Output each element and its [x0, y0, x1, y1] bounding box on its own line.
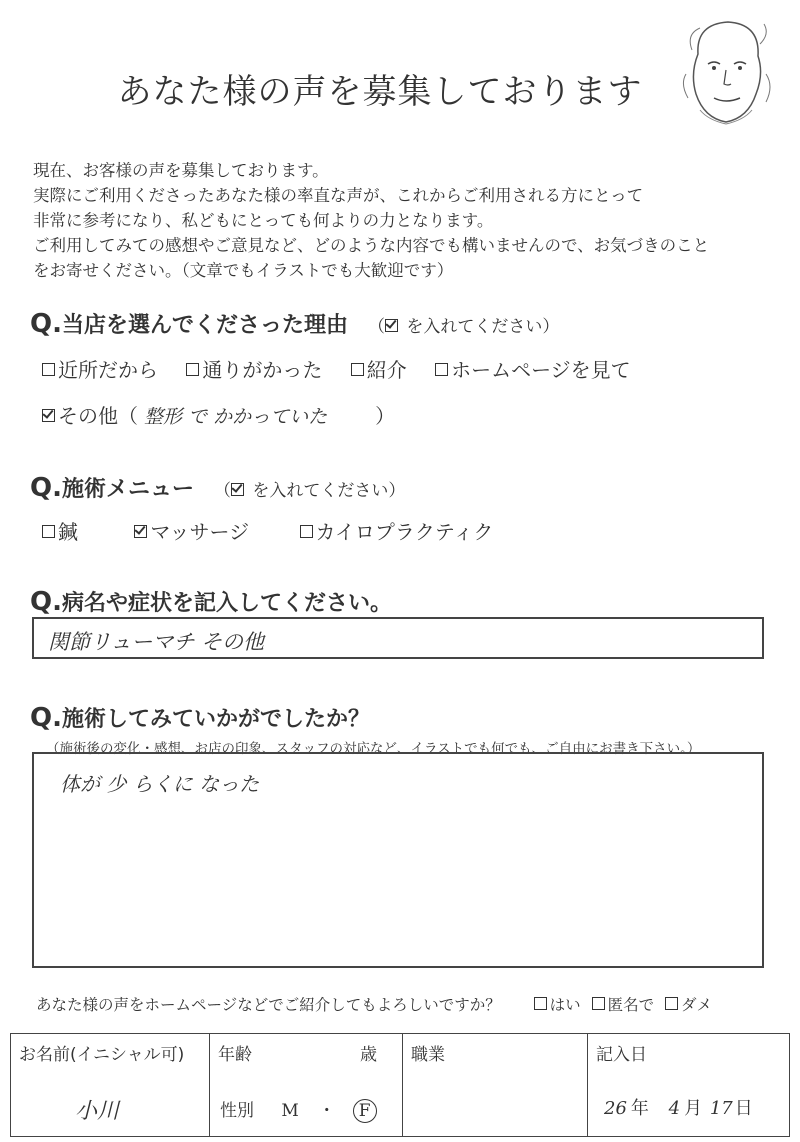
- intro-line: 実際にご利用くださったあなた様の率直な声が、これからご利用される方にとって: [33, 186, 644, 205]
- checkbox-checked-icon: [385, 319, 398, 332]
- option-label: 通りがかった: [202, 358, 323, 382]
- hint-paren: （: [214, 481, 231, 501]
- page-title: あなた様の声を募集しております: [117, 72, 643, 112]
- option-label: はい: [549, 996, 581, 1014]
- date-month: 4: [668, 1098, 681, 1119]
- option-label: マッサージ: [150, 520, 250, 544]
- gender-label: 性別: [220, 1101, 254, 1121]
- impression-instructions: （施術後の変化・感想、お店の印象、スタッフの対応など、イラストでも何でも、ご自由にお書き下さい。）: [46, 741, 701, 757]
- date-year: 26: [604, 1098, 627, 1119]
- checkbox-checked-icon[interactable]: [42, 409, 55, 422]
- date-label: 記入日: [596, 1045, 647, 1065]
- hint-text: を入れてください）: [401, 317, 560, 337]
- intro-line: 非常に参考になり、私どもにとっても何よりの力となります。: [33, 211, 494, 230]
- menu-options: [42, 516, 493, 545]
- question-label: 当店を選んでくださった理由: [61, 313, 348, 338]
- respondent-info-table: [10, 1033, 790, 1137]
- question-symptoms: [30, 586, 392, 617]
- date-month-unit: 月: [684, 1098, 703, 1119]
- intro-line: をお寄せください。（文章でもイラストでも大歓迎です）: [33, 261, 454, 280]
- age-label: 年齢: [218, 1045, 252, 1065]
- checkbox-icon[interactable]: [42, 525, 55, 538]
- reason-options: [42, 354, 631, 383]
- checkbox-icon[interactable]: [592, 997, 605, 1010]
- date-value: [604, 1094, 753, 1120]
- impression-handwritten-answer: 体が 少 らくに なった: [60, 772, 260, 796]
- date-day-unit: 日: [734, 1098, 753, 1119]
- question-label: 施術メニュー: [61, 477, 194, 502]
- option-passing-by[interactable]: [186, 358, 322, 382]
- checkbox-icon[interactable]: [42, 363, 55, 376]
- job-cell[interactable]: [403, 1034, 588, 1137]
- checkbox-checked-icon: [231, 483, 244, 496]
- portrait-sketch-illustration: [678, 14, 774, 126]
- consent-question: あなた様の声をホームページなどでご紹介してもよろしいですか？: [36, 996, 501, 1014]
- checkbox-icon[interactable]: [186, 363, 199, 376]
- checkbox-icon[interactable]: [435, 363, 448, 376]
- option-label: 近所だから: [58, 358, 158, 382]
- other-handwritten-answer: 整形 で かかっていた: [144, 406, 328, 428]
- date-year-unit: 年: [630, 1098, 649, 1119]
- job-label: 職業: [411, 1045, 445, 1065]
- option-other[interactable]: [42, 400, 395, 429]
- question-mark: Q.: [30, 309, 62, 339]
- age-unit: 歳: [360, 1045, 377, 1065]
- question-hint: [214, 481, 405, 501]
- option-chiropractic[interactable]: [300, 520, 494, 544]
- impression-answer-box[interactable]: [32, 752, 764, 968]
- name-handwritten-value: 小川: [75, 1099, 120, 1124]
- other-paren-close: ）: [375, 404, 396, 428]
- checkbox-icon[interactable]: [534, 997, 547, 1010]
- option-label: ダメ: [681, 996, 713, 1014]
- option-label: その他（: [58, 404, 138, 428]
- symptoms-handwritten-answer: 関節リューマチ その他: [48, 630, 265, 654]
- gender-option-f-circled[interactable]: F: [353, 1099, 377, 1123]
- question-reason: [30, 308, 559, 339]
- consent-option-no[interactable]: [665, 996, 712, 1014]
- gender-separator: ・: [318, 1101, 336, 1121]
- gender-row: [220, 1096, 377, 1123]
- date-day: 17: [709, 1098, 733, 1119]
- question-mark: Q.: [30, 473, 62, 503]
- option-referral[interactable]: [351, 358, 407, 382]
- intro-line: ご利用してみての感想やご意見など、どのような内容でも構いませんので、お気づきのこと: [33, 236, 710, 255]
- checkbox-icon[interactable]: [665, 997, 678, 1010]
- option-homepage[interactable]: [435, 358, 631, 382]
- consent-option-anonymous[interactable]: [592, 996, 655, 1014]
- question-mark: Q.: [30, 703, 62, 733]
- question-mark: Q.: [30, 587, 62, 617]
- option-label: 鍼: [58, 520, 78, 544]
- intro-line: 現在、お客様の声を募集しております。: [33, 161, 329, 180]
- intro-text: [33, 158, 709, 283]
- name-cell[interactable]: [11, 1034, 210, 1137]
- question-menu: [30, 472, 405, 503]
- checkbox-icon[interactable]: [300, 525, 313, 538]
- hint-paren: （: [368, 317, 385, 337]
- option-neighborhood[interactable]: [42, 358, 158, 382]
- consent-option-yes[interactable]: [534, 996, 581, 1014]
- checkbox-icon[interactable]: [351, 363, 364, 376]
- option-label: 紹介: [366, 358, 407, 382]
- name-label: お名前(イニシャル可): [19, 1045, 185, 1065]
- consent-row: [36, 993, 712, 1015]
- gender-option-m[interactable]: M: [281, 1101, 299, 1121]
- hint-text: を入れてください）: [247, 481, 406, 501]
- age-row: [218, 1040, 394, 1065]
- question-label: 施術してみていかがでしたか？: [61, 707, 370, 732]
- age-gender-cell[interactable]: [210, 1034, 403, 1137]
- checkbox-checked-icon[interactable]: [134, 525, 147, 538]
- option-label: 匿名で: [607, 996, 655, 1014]
- option-label: カイロプラクティク: [315, 520, 494, 544]
- question-label: 病名や症状を記入してください。: [61, 591, 392, 616]
- option-label: ホームページを見て: [451, 358, 631, 382]
- question-hint: [368, 317, 559, 337]
- option-acupuncture[interactable]: [42, 520, 78, 544]
- symptoms-answer-box[interactable]: [32, 617, 764, 659]
- option-massage[interactable]: [134, 520, 249, 544]
- date-cell[interactable]: [588, 1034, 790, 1137]
- question-impression: [30, 702, 370, 733]
